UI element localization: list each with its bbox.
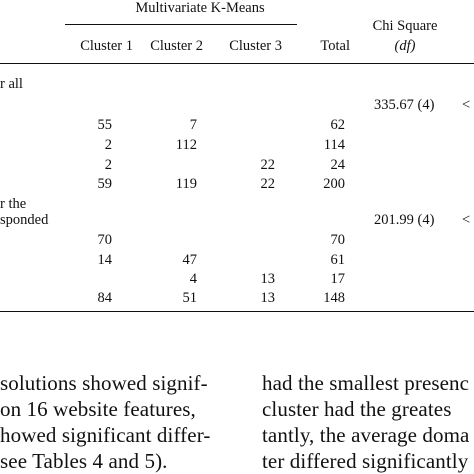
- col-header-cluster-3: Cluster 3: [229, 38, 282, 54]
- chi-square-df: (df): [394, 38, 416, 54]
- body-right-line-3: tantly, the average doma: [262, 423, 470, 447]
- table-cell: 59: [97, 176, 112, 192]
- body-right-line-4: ter differed significantly: [262, 449, 469, 473]
- table-cell: 114: [323, 137, 345, 153]
- section1-label: r all: [0, 76, 23, 92]
- table-cell: 24: [330, 157, 345, 173]
- table-cell: 14: [97, 252, 112, 268]
- col-header-cluster-2: Cluster 2: [150, 38, 203, 54]
- col-header-total: Total: [320, 38, 350, 54]
- table-cell: 17: [330, 271, 345, 287]
- table-cell: 2: [104, 137, 112, 153]
- table-cell: 2: [104, 157, 112, 173]
- table-cell: 22: [260, 157, 275, 173]
- col-header-cluster-1: Cluster 1: [80, 38, 133, 54]
- body-left-line-2: on 16 website features,: [0, 397, 196, 421]
- table-cell: 62: [330, 117, 345, 133]
- table-cell: 13: [260, 271, 275, 287]
- table-cell: 61: [330, 252, 345, 268]
- body-left-line-1: solutions showed signif-: [0, 371, 208, 395]
- table-cell: 4: [189, 271, 197, 287]
- table-cell: 51: [182, 290, 197, 306]
- table-cell: 148: [323, 290, 345, 306]
- body-right-line-2: cluster had the greates: [262, 397, 452, 421]
- table-cell: 22: [260, 176, 275, 192]
- section2-label-line2: sponded: [0, 212, 49, 228]
- table-cell: 119: [175, 176, 197, 192]
- table-bottom-rule: [0, 311, 474, 312]
- section1-p-value: <: [462, 97, 471, 113]
- table-cell: 47: [182, 252, 197, 268]
- body-left-line-3: howed significant differ-: [0, 423, 211, 447]
- section2-label-line1: r the: [0, 196, 27, 212]
- table-cell: 84: [97, 290, 112, 306]
- header-bottom-rule: [0, 63, 474, 64]
- table-cell: 70: [330, 232, 345, 248]
- chi-square-header: Chi Square: [372, 18, 438, 34]
- body-left-line-4: see Tables 4 and 5).: [0, 449, 168, 473]
- body-right-line-1: had the smallest presenc: [262, 371, 470, 395]
- table-cell: 70: [97, 232, 112, 248]
- table-cell: 13: [260, 290, 275, 306]
- group-header: Multivariate K-Means: [135, 0, 265, 16]
- section1-chi-value: 335.67 (4): [374, 97, 435, 113]
- section2-p-value: <: [462, 212, 471, 228]
- group-header-rule: [65, 24, 297, 25]
- table-cell: 7: [189, 117, 197, 133]
- table-cell: 200: [323, 176, 345, 192]
- table-cell: 55: [97, 117, 112, 133]
- section2-chi-value: 201.99 (4): [374, 212, 435, 228]
- table-cell: 112: [175, 137, 197, 153]
